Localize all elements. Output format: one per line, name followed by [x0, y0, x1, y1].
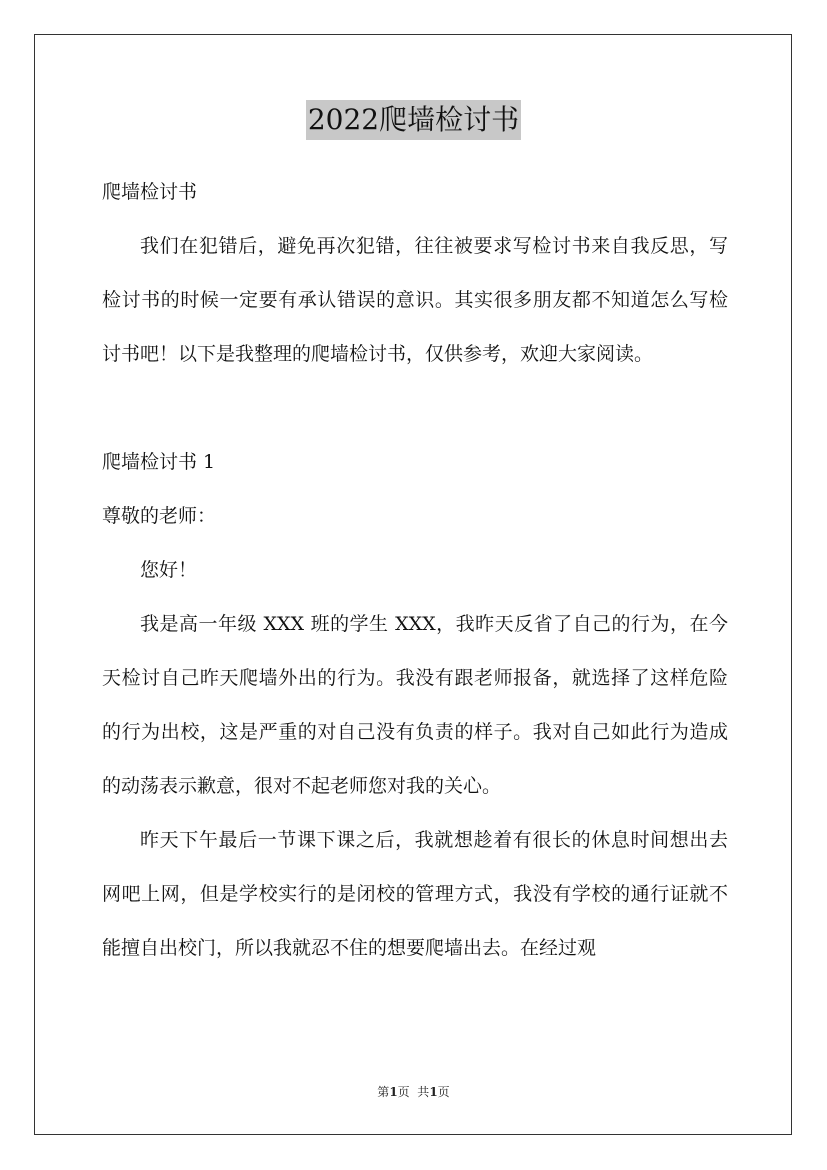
- footer-label: 页 共: [397, 1085, 430, 1099]
- document-body: [102, 165, 728, 975]
- blank-line: [102, 381, 728, 435]
- footer-label: 第: [377, 1085, 390, 1099]
- salutation: 尊敬的老师：: [102, 505, 217, 527]
- section-heading: 爬墙检讨书: [102, 181, 198, 203]
- letter-heading: 爬墙检讨书 1: [102, 451, 216, 473]
- greeting: 您好！: [140, 559, 198, 581]
- current-page-number: 1: [389, 1085, 398, 1099]
- title-container: [0, 100, 827, 140]
- page-footer: [0, 1082, 827, 1102]
- intro-paragraph: 我们在犯错后，避免再次犯错，往往被要求写检讨书来自我反思，写检讨书的时候一定要有承认错误的意识。其实很多朋友都不知道怎么写检讨书吧！以下是我整理的爬墙检讨书，仅供参考，欢迎大家阅读。: [102, 235, 728, 365]
- body-paragraph: 昨天下午最后一节课下课之后，我就想趁着有很长的休息时间想出去网吧上网，但是学校实行的是闭校的管理方式，我没有学校的通行证就不能擅自出校门，所以我就忍不住的想要爬墙出去。在经过观: [102, 829, 728, 959]
- footer-label: 页: [437, 1085, 450, 1099]
- document-title: 2022爬墙检讨书: [306, 100, 521, 140]
- body-paragraph: 我是高一年级 XXX 班的学生 XXX，我昨天反省了自己的行为，在今天检讨自己昨天爬墙外出的行为。我没有跟老师报备，就选择了这样危险的行为出校，这是严重的对自己没有负责的样子。我对自己如此行为造成的动荡表示歉意，很对不起老师您对我的关心。: [102, 613, 728, 797]
- total-page-number: 1: [429, 1085, 438, 1099]
